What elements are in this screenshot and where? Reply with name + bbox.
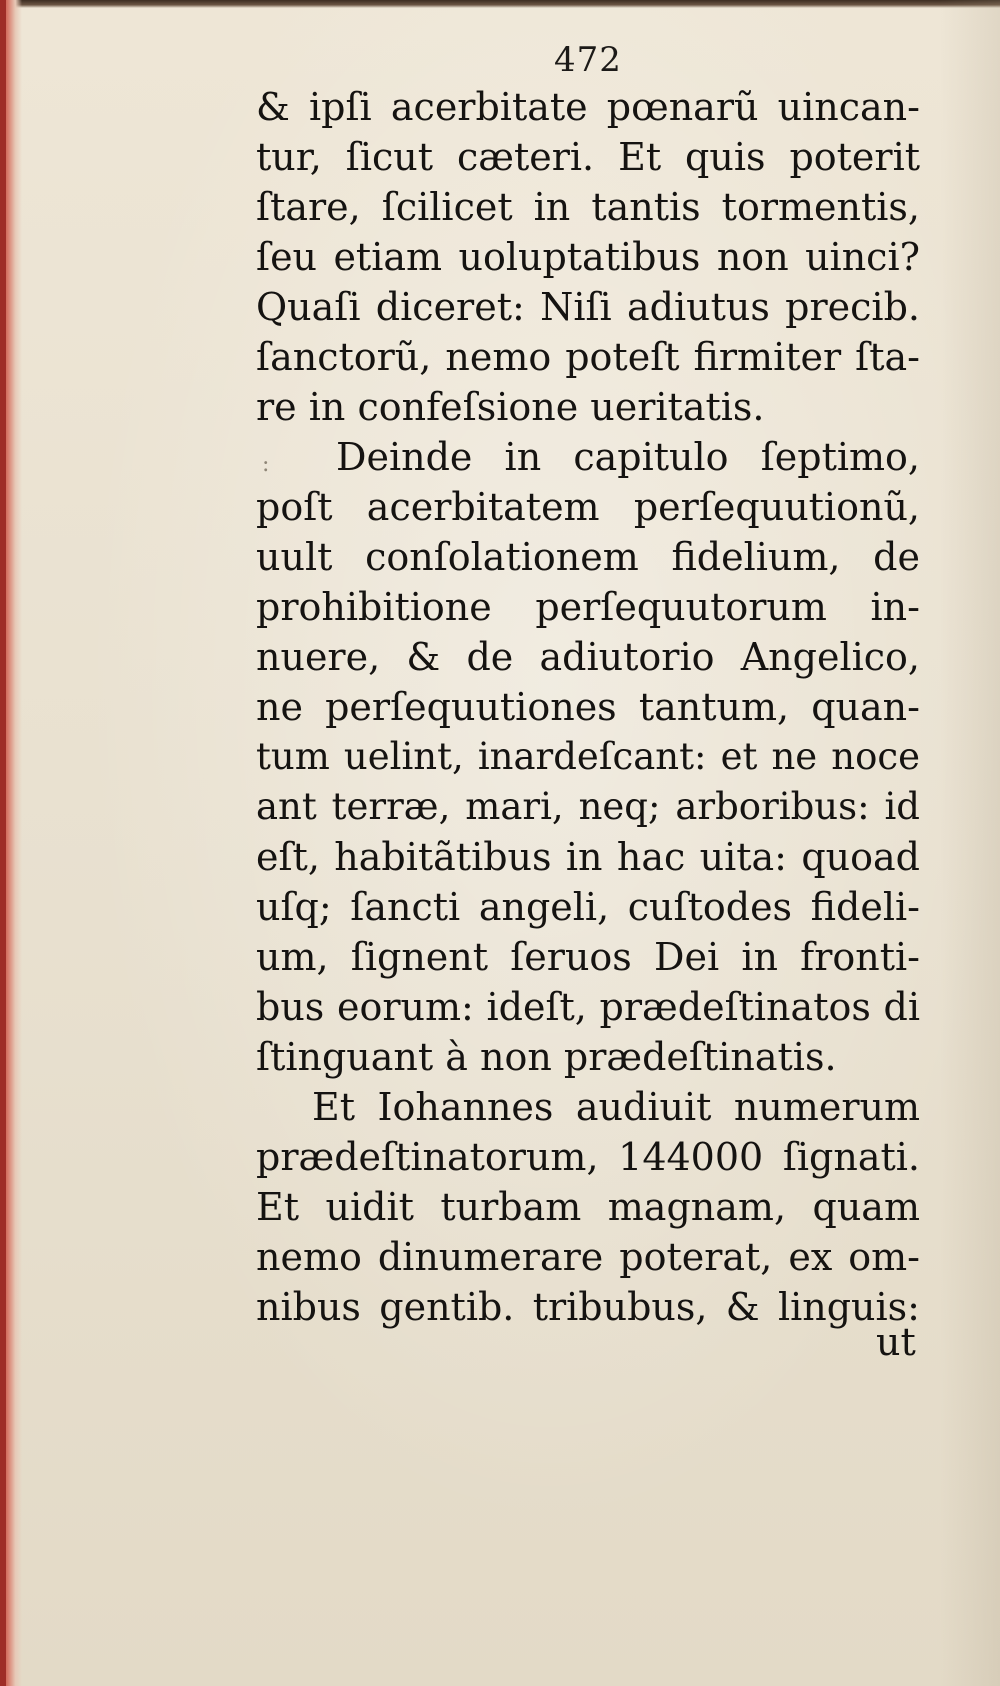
text-line: Et uidit turbam magnam, quam: [256, 1185, 920, 1229]
text-line: ſanctorũ, nemo poteſt firmiter ſta-: [256, 335, 920, 379]
text-line: prædeſtinatorum, 144000 ſignati.: [256, 1135, 920, 1179]
text-line: nemo dinumerare poterat, ex om-: [256, 1235, 920, 1279]
text-line: tum uelint, inardeſcant: et ne noce: [256, 735, 920, 778]
catchword: ut: [876, 1320, 916, 1364]
text-line: re in confeſsione ueritatis.: [256, 385, 765, 429]
text-line: bus eorum: ideſt, prædeſtinatos di: [256, 985, 920, 1029]
text-line: ſeu etiam uoluptatibus non uinci?: [256, 235, 920, 279]
text-line: Et Iohannes audiuit numerum: [312, 1085, 920, 1129]
text-line: Quaſi diceret: Niſi adiutus precib.: [256, 285, 920, 329]
page-right-shade: [940, 0, 1000, 1686]
text-line: prohibitione perſequutorum in-: [256, 585, 920, 629]
page-number: 472: [554, 40, 622, 80]
text-line: ſtinguant à non prædeſtinatis.: [256, 1035, 837, 1079]
binding-edge-inner: [0, 0, 6, 1686]
text-line: nuere, & de adiutorio Angelico,: [256, 635, 920, 679]
text-line: Deinde in capitulo ſeptimo,: [336, 435, 920, 479]
page-top-edge: [0, 0, 1000, 8]
text-line: um, ſignent ſeruos Dei in fronti-: [256, 935, 920, 979]
text-line: eſt, habitãtibus in hac uita: quoad: [256, 835, 920, 879]
text-line: ſtare, ſcilicet in tantis tormentis,: [256, 185, 920, 229]
text-line: ant terræ, mari, neq; arboribus: id: [256, 785, 920, 828]
text-line: & ipſi acerbitate pœnarũ uincan-: [256, 85, 920, 129]
binding-edge: [0, 0, 22, 1686]
body-text: [256, 82, 920, 1332]
text-line: tur, ſicut cæteri. Et quis poterit: [256, 135, 920, 179]
text-line: uſq; ſancti angeli, cuſtodes fideli-: [256, 885, 920, 929]
text-line: poſt acerbitatem perſequutionũ,: [256, 485, 920, 529]
text-line: nibus gentib. tribubus, & linguis:: [256, 1285, 920, 1329]
text-line: ne perſequutiones tantum, quan-: [256, 685, 920, 729]
marginal-mark: :: [262, 452, 270, 477]
text-line: uult conſolationem fidelium, de: [256, 535, 920, 579]
